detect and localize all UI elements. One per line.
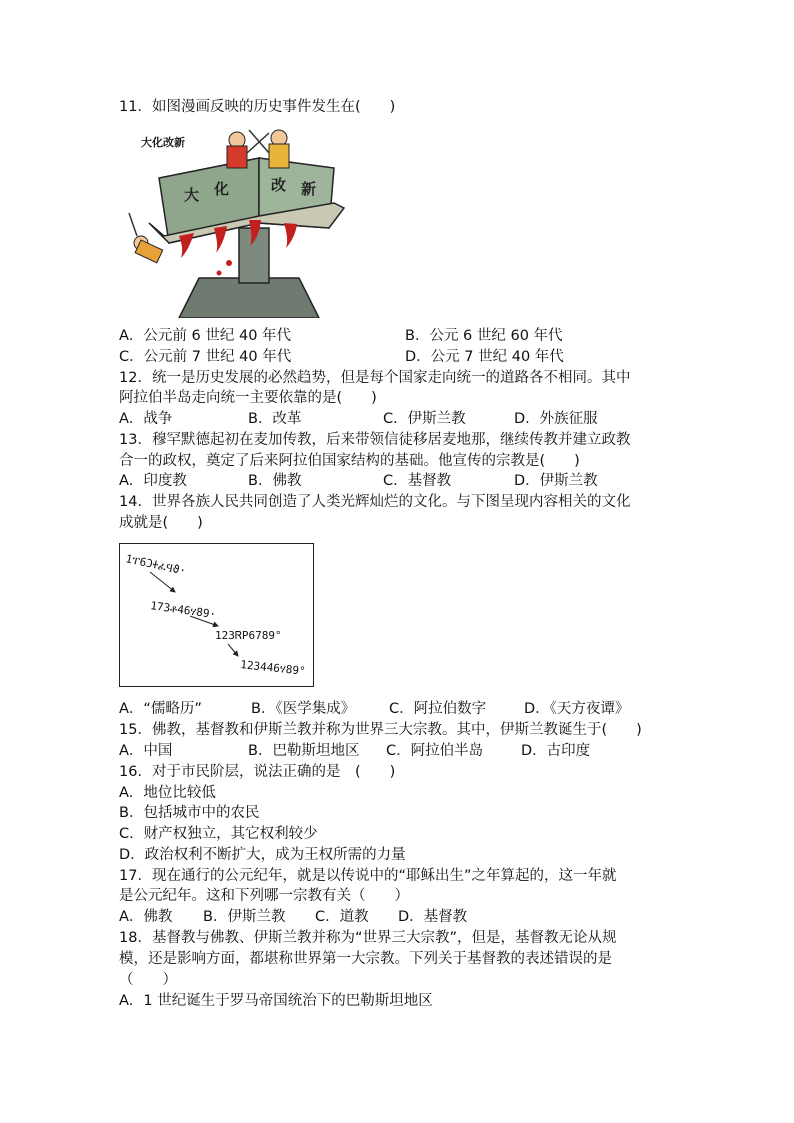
q11-stem: 11．如图漫画反映的历史事件发生在( ) — [119, 99, 396, 115]
q18-stem-line-3: （ ） — [119, 972, 177, 988]
q17-stem-line-2: 是公元纪年。这和下列哪一宗教有关（ ） — [119, 888, 409, 904]
q16-option-c[interactable]: C．财产权独立，其它权利较少 — [119, 826, 318, 842]
q13-option-a[interactable]: A．印度教 — [119, 473, 187, 489]
q17-option-c[interactable]: C．道教 — [315, 909, 369, 925]
q15-stem: 15．佛教，基督教和伊斯兰教并称为世界三大宗教。其中，伊斯兰教诞生于( ) — [119, 722, 642, 738]
q13-option-b[interactable]: B．佛教 — [248, 473, 302, 489]
q17-option-d[interactable]: D．基督教 — [398, 909, 468, 925]
q13-stem-line-2: 合一的政权，奠定了后来阿拉伯国家结构的基础。他宣传的宗教是( ) — [119, 453, 580, 469]
q15-option-c[interactable]: C．阿拉伯半岛 — [386, 743, 484, 759]
q18-stem-line-2: 模，还是影响方面，都堪称世界第一大宗教。下列关于基督教的表述错误的是 — [119, 951, 612, 967]
q16-option-b[interactable]: B．包括城市中的农民 — [119, 805, 260, 821]
q12-option-a[interactable]: A．战争 — [119, 411, 173, 427]
q14-option-d[interactable]: D．《天方夜谭》 — [524, 701, 630, 717]
numeral-row-4: 123446ሃ89° — [239, 658, 307, 678]
cartoon-taika-reform — [119, 128, 359, 318]
q11-option-b[interactable]: B．公元 6 世纪 60 年代 — [405, 328, 563, 344]
book-char-4: 新 — [301, 180, 317, 198]
q16-stem: 16．对于市民阶层，说法正确的是 ( ) — [119, 764, 396, 780]
q15-option-a[interactable]: A．中国 — [119, 743, 173, 759]
numeral-row-1: 1ፐ6ϽᏐፈϤϑ· — [124, 552, 188, 578]
q13-option-c[interactable]: C．基督教 — [383, 473, 452, 489]
numeral-row-3: 123ᏒP6789° — [215, 629, 282, 642]
q12-stem-line-2: 阿拉伯半岛走向统一主要依靠的是( ) — [119, 390, 377, 406]
q13-option-d[interactable]: D．伊斯兰教 — [514, 473, 598, 489]
q17-option-b[interactable]: B．伊斯兰教 — [203, 909, 286, 925]
q13-stem-line-1: 13．穆罕默德起初在麦加传教，后来带领信徒移居麦地那，继续传教并建立政教 — [119, 432, 631, 448]
q11-option-c[interactable]: C．公元前 7 世纪 40 年代 — [119, 349, 292, 365]
q12-option-d[interactable]: D．外族征服 — [514, 411, 598, 427]
cartoon-illustration — [119, 128, 359, 318]
q18-stem-line-1: 18．基督教与佛教、伊斯兰教并称为“世界三大宗教”，但是，基督教无论从规 — [119, 930, 617, 946]
q11-option-a[interactable]: A．公元前 6 世纪 40 年代 — [119, 328, 292, 344]
numerals-evolution-diagram — [120, 544, 313, 686]
book-char-1: 大 — [184, 186, 200, 204]
q12-option-c[interactable]: C．伊斯兰教 — [383, 411, 466, 427]
q11-option-d[interactable]: D．公元 7 世纪 40 年代 — [405, 349, 564, 365]
book-char-3: 改 — [271, 176, 287, 194]
q14-option-a[interactable]: A．“儒略历” — [119, 701, 202, 717]
q12-option-b[interactable]: B．改革 — [248, 411, 302, 427]
q17-option-a[interactable]: A．佛教 — [119, 909, 173, 925]
q16-option-d[interactable]: D．政治权利不断扩大，成为王权所需的力量 — [119, 847, 406, 863]
numerals-figure — [119, 543, 314, 687]
cartoon-caption: 大化改新 — [141, 136, 185, 149]
q17-stem-line-1: 17．现在通行的公元纪年，就是以传说中的“耶稣出生”之年算起的，这一年就 — [119, 868, 617, 884]
q14-option-b[interactable]: B．《医学集成》 — [251, 701, 356, 717]
q15-option-b[interactable]: B．巴勒斯坦地区 — [248, 743, 360, 759]
q14-stem-line-1: 14．世界各族人民共同创造了人类光辉灿烂的文化。与下图呈现内容相关的文化 — [119, 494, 631, 510]
q16-option-a[interactable]: A．地位比较低 — [119, 785, 216, 801]
q14-stem-line-2: 成就是( ) — [119, 515, 203, 531]
book-char-2: 化 — [214, 180, 230, 198]
q14-option-c[interactable]: C．阿拉伯数字 — [389, 701, 487, 717]
q18-option-a[interactable]: A．1 世纪诞生于罗马帝国统治下的巴勒斯坦地区 — [119, 993, 433, 1009]
numeral-row-2: 173ቶ46ሃ89· — [149, 599, 217, 622]
q15-option-d[interactable]: D．古印度 — [521, 743, 591, 759]
q12-stem-line-1: 12．统一是历史发展的必然趋势，但是每个国家走向统一的道路各不相同。其中 — [119, 370, 631, 386]
